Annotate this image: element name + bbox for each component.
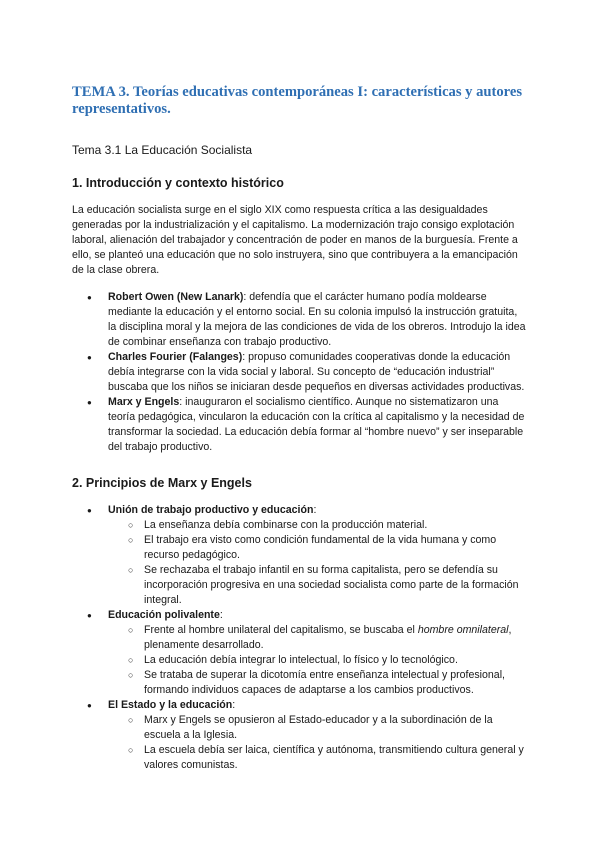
- bullet-text: : inauguraron el socialismo científico. Aunque no sistematizaron una teoría pedagógica, vincularon la educación con la crítica al capitalismo y la necesidad de transformar la sociedad. La educación debía formar al “hombre nuevo” y ser inseparable del trabajo productivo.: [108, 396, 525, 453]
- bullet-term: Robert Owen (New Lanark): [108, 291, 244, 303]
- bullet-suffix: :: [232, 699, 236, 711]
- bullet-text: : propuso comunidades cooperativas donde la educación debía integrarse con la vida social y laboral. Su concepto de “educación industrial” buscaba que los niños se iniciaran desde pequeños en diversas actividades productivas.: [108, 351, 525, 393]
- sub-list-item: ○ La enseñanza debía combinarse con la producción material.: [144, 518, 527, 533]
- sub-list-item: ○ La educación debía integrar lo intelectual, lo físico y lo tecnológico.: [144, 653, 527, 668]
- sub-list: [108, 518, 528, 608]
- bullet-term: Charles Fourier (Falanges): [108, 351, 243, 363]
- list-item: [0, 503, 528, 608]
- sub-list: [108, 623, 528, 698]
- bullet-text: : defendía que el carácter humano podía moldearse mediante la educación y el entorno social. En su colonia impulsó la instrucción gratuita, la disciplina moral y la mejora de las condiciones de vida de los obreros. Introdujo la idea de combinar enseñanza con trabajo productivo.: [108, 291, 526, 348]
- list-item: [0, 395, 528, 455]
- sub-list-item: ○ El trabajo era visto como condición fundamental de la vida humana y como recurso pedagógico.: [144, 533, 527, 563]
- bullet-suffix: :: [219, 609, 223, 621]
- bullet-term: Educación polivalente: [108, 609, 220, 621]
- section-1-bullet-list: [0, 290, 600, 455]
- sub-list-item: ○ La escuela debía ser laica, científica y autónoma, transmitiendo cultura general y valores comunistas.: [144, 743, 527, 773]
- sub-list: [108, 713, 528, 773]
- section-2-bullet-list: [0, 503, 600, 773]
- document-subtitle: Tema 3.1 La Educación Socialista: [72, 143, 253, 157]
- emphasis-text: hombre omnilateral: [417, 624, 509, 636]
- bullet-term: Unión de trabajo productivo y educación: [108, 504, 314, 516]
- sub-text: , plenamente desarrollado.: [144, 624, 512, 651]
- list-item: [0, 290, 528, 350]
- sub-list-item: ○ Se trataba de superar la dicotomía entre enseñanza intelectual y profesional, formando individuos capaces de adaptarse a los cambios productivos.: [144, 668, 527, 698]
- list-item: [0, 608, 528, 698]
- bullet-suffix: :: [313, 504, 317, 516]
- section-1-heading: 1. Introducción y contexto histórico: [72, 176, 284, 190]
- sub-list-item: [144, 623, 527, 653]
- section-1-paragraph: La educación socialista surge en el siglo XIX como respuesta crítica a las desigualdades generadas por la industrialización y el capitalismo. La modernización trajo consigo explotación laboral, alienación del trabajador y concentración de poder en manos de la burguesía. Frente a ello, se planteó una educación que no solo instruyera, sino que contribuyera a la emancipación de la clase obrera.: [72, 204, 518, 276]
- sub-list-item: ○ Se rechazaba el trabajo infantil en su forma capitalista, pero se defendía su incorporación progresiva en una sociedad socialista como parte de la formación integral.: [144, 563, 527, 608]
- bullet-term: El Estado y la educación: [108, 699, 233, 711]
- list-item: [0, 350, 528, 395]
- sub-list-item: ○ Marx y Engels se opusieron al Estado-educador y a la subordinación de la escuela a la Iglesia.: [144, 713, 527, 743]
- document-title: TEMA 3. Teorías educativas contemporáneas I: características y autores representativos.: [72, 84, 523, 117]
- section-2-heading: 2. Principios de Marx y Engels: [72, 476, 252, 490]
- sub-text: Frente al hombre unilateral del capitalismo, se buscaba el: [144, 624, 418, 636]
- bullet-term: Marx y Engels: [108, 396, 180, 408]
- list-item: [0, 698, 528, 773]
